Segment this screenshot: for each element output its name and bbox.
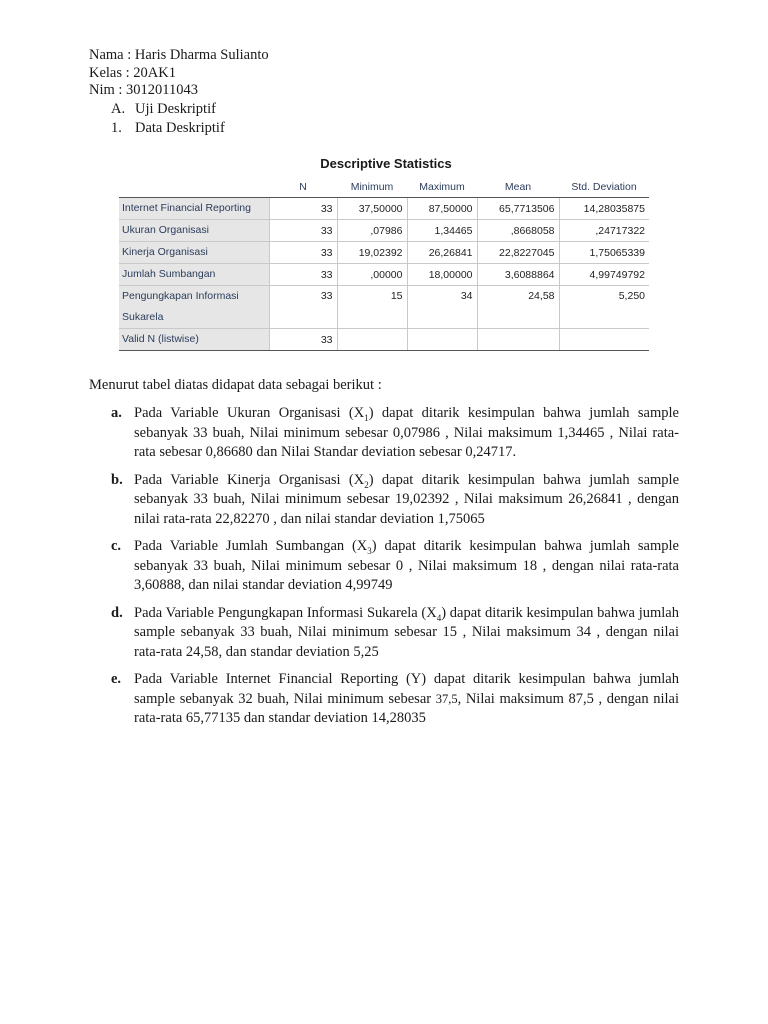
cell-n: 33 <box>269 264 337 286</box>
section-headings <box>111 100 225 137</box>
cell-mean <box>477 329 559 351</box>
cell-mean: ,8668058 <box>477 220 559 242</box>
section-label: Uji Deskriptif <box>135 101 216 117</box>
student-class: Kelas : 20AK1 <box>89 64 176 81</box>
cell-min: 37,50000 <box>337 198 407 220</box>
table-row <box>119 198 649 220</box>
row-label: Internet Financial Reporting <box>119 198 269 220</box>
section-number: 1. <box>111 119 122 136</box>
cell-sd: ,24717322 <box>559 220 649 242</box>
cell-max: 18,00000 <box>407 264 477 286</box>
table-row <box>119 242 649 264</box>
cell-sd: 4,99749792 <box>559 264 649 286</box>
table-row <box>119 264 649 286</box>
column-header: Std. Deviation <box>559 177 649 198</box>
list-item <box>111 604 679 663</box>
cell-max: 1,34465 <box>407 220 477 242</box>
item-text: Pada Variable Jumlah Sumbangan $(X_3)$ dapat ditarik kesimpulan bahwa jumlah sample sebanyak 33 buah, Nilai minimum sebesar 0 , Nilai maksimum 18 , dengan nilai rata-rata 3,60888, dan nilai standar deviation 4,99749 <box>134 538 679 593</box>
table-row <box>119 329 649 351</box>
cell-mean: 3,6088864 <box>477 264 559 286</box>
row-label <box>119 286 269 329</box>
table-header-row <box>119 177 649 198</box>
cell-max: 34 <box>407 286 477 329</box>
cell-max: 87,50000 <box>407 198 477 220</box>
list-item <box>111 471 679 530</box>
item-text: Pada Variable Kinerja Organisasi $(X_2)$ dapat ditarik kesimpulan bahwa jumlah sample sebanyak 33 buah, Nilai minimum sebesar 19,02392 , Nilai maksimum 26,26841 , dengan nilai rata-rata 22,82270 , dan nilai standar deviation 1,75065 <box>134 471 679 527</box>
student-nim: Nim : 3012011043 <box>89 82 199 98</box>
student-name: Nama : Haris Dharma Sulianto <box>89 47 269 63</box>
row-label: Kinerja Organisasi <box>119 242 269 264</box>
cell-mean: 22,8227045 <box>477 242 559 264</box>
cell-n: 33 <box>269 220 337 242</box>
cell-n: 33 <box>269 198 337 220</box>
table-title: Descriptive Statistics <box>320 156 452 171</box>
column-header: N <box>269 177 337 198</box>
section-number: A. <box>111 101 126 117</box>
item-letter: b. <box>111 471 123 488</box>
row-label: Valid N (listwise) <box>119 329 269 351</box>
cell-min: 15 <box>337 286 407 329</box>
item-text: Pada Variable Pengungkapan Informasi Sukarela $(X_4)$ dapat ditarik kesimpulan bahwa jumlah sample sebanyak 33 buah, Nilai minimum sebesar 15 , Nilai maksimum 34 , dengan nilai rata-rata 24,58, dan standar deviation 5,25 <box>134 604 679 660</box>
table-row <box>119 220 649 242</box>
section-heading <box>111 119 225 138</box>
row-label: Ukuran Organisasi <box>119 220 269 242</box>
cell-sd: 1,75065339 <box>559 242 649 264</box>
section-label: Data Deskriptif <box>135 119 225 136</box>
cell-n: 33 <box>269 286 337 329</box>
item-text: Pada Variable Internet Financial Reporting (Y) dapat ditarik kesimpulan bahwa jumlah sample sebanyak 32 buah, Nilai minimum sebesar 37,5, Nilai maksimum 87,5 , dengan nilai rata-rata 65,77135 dan standar deviation 14,28035 <box>134 671 679 726</box>
corner-cell <box>119 177 269 198</box>
cell-max <box>407 329 477 351</box>
cell-min <box>337 329 407 351</box>
cell-max: 26,26841 <box>407 242 477 264</box>
conclusion-list <box>111 404 679 737</box>
cell-min: 19,02392 <box>337 242 407 264</box>
descriptive-statistics-table <box>119 156 649 351</box>
row-label: Jumlah Sumbangan <box>119 264 269 286</box>
item-letter: c. <box>111 538 122 554</box>
cell-min: ,07986 <box>337 220 407 242</box>
item-letter: a. <box>111 405 122 421</box>
section-heading <box>111 100 225 119</box>
item-letter: d. <box>111 604 123 621</box>
cell-n: 33 <box>269 242 337 264</box>
list-item <box>111 537 679 596</box>
cell-sd <box>559 329 649 351</box>
item-letter: e. <box>111 671 122 687</box>
item-text: Pada Variable Ukuran Organisasi $(X_1)$ dapat ditarik kesimpulan bahwa jumlah sample sebanyak 33 buah, Nilai minimum sebesar 0,07986 , Nilai maksimum 1,34465 , Nilai rata-rata sebesar 0,86680 dan Nilai Standar deviation sebesar 0,24717. <box>134 405 679 460</box>
table-row <box>119 286 649 329</box>
list-item <box>111 670 679 729</box>
cell-min: ,00000 <box>337 264 407 286</box>
cell-mean: 24,58 <box>477 286 559 329</box>
student-info <box>89 47 269 100</box>
column-header: Minimum <box>337 177 407 198</box>
cell-sd: 5,250 <box>559 286 649 329</box>
list-item <box>111 404 679 463</box>
cell-sd: 14,28035875 <box>559 198 649 220</box>
column-header: Maximum <box>407 177 477 198</box>
cell-mean: 65,7713506 <box>477 198 559 220</box>
row-label-line: Pengungkapan Informasi <box>122 290 239 302</box>
cell-n: 33 <box>269 329 337 351</box>
intro-text: Menurut tabel diatas didapat data sebagai berikut : <box>89 377 382 393</box>
column-header: Mean <box>477 177 559 198</box>
row-label-line: Sukarela <box>122 311 164 323</box>
